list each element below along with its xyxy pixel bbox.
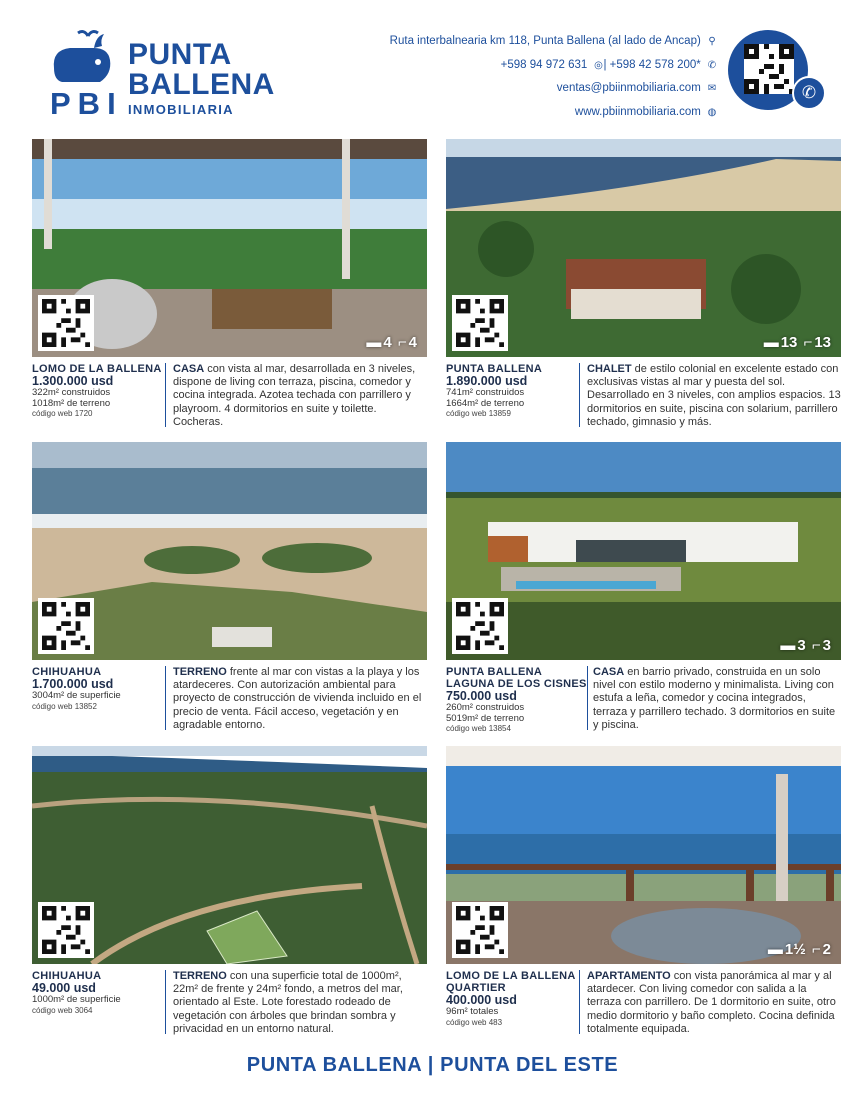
listing-description-text: con vista al mar, desarrollada en 3 niveles, dispone de living con terraza, piscina, comedor y cocina integrada. Azotea techada con parrillero y playroom. 4 dormitorios en suite y toilette. Cocheras. — [173, 363, 416, 428]
listing-area-2: 1018m² de terreno — [32, 397, 111, 409]
listing-description — [173, 666, 427, 732]
qr-code-icon — [42, 299, 90, 347]
listing-description — [593, 666, 841, 732]
listing-description-text: frente al mar con vistas a la playa y los atardeceres. Con autorización ambiental para proyecto de construcción de vivienda incluido en el precio de venta. Fácil acceso, vegetación y en agradable entorno. — [173, 666, 422, 731]
divider — [587, 666, 588, 730]
bedrooms-count: 4 — [383, 334, 392, 351]
listing-qr-code[interactable] — [452, 295, 508, 351]
page-header — [0, 0, 865, 130]
listing-location: PUNTA BALLENA — [446, 666, 543, 678]
listing-area-1: 260m² construidos — [446, 702, 525, 713]
listing-price: 1.890.000 usd — [446, 374, 528, 388]
listing-location: LOMO DE LA BALLENA — [32, 363, 162, 375]
listing-summary — [32, 666, 162, 712]
listing-qr-code[interactable] — [452, 902, 508, 958]
listing-qr-code[interactable] — [452, 598, 508, 654]
listing-code: código web 13854 — [446, 724, 511, 733]
bathrooms-count: 3 — [822, 637, 831, 654]
listing-location-2: QUARTIER — [446, 982, 506, 994]
divider — [579, 363, 580, 427]
qr-code-icon — [456, 602, 504, 650]
listing-qr-code[interactable] — [38, 902, 94, 958]
listing-code: código web 1720 — [32, 409, 93, 418]
amenities-badge — [762, 334, 831, 351]
listing-code: código web 3064 — [32, 1005, 93, 1015]
bedrooms-count: 13 — [780, 334, 798, 351]
footer-location-left: PUNTA BALLENA — [246, 1054, 422, 1076]
listing-summary — [32, 363, 162, 420]
listing-location: CHIHUAHUA — [32, 666, 102, 678]
listing-type: APARTAMENTO — [587, 970, 671, 982]
listing-photo[interactable] — [32, 139, 427, 357]
brand-subtitle: INMOBILIARIA — [128, 102, 234, 117]
bathrooms-count: 2 — [822, 941, 831, 958]
listing-summary — [32, 970, 162, 1016]
bedrooms-count: 1½ — [784, 941, 806, 958]
phone-landline[interactable]: +598 42 578 200* — [609, 58, 701, 71]
listing-location: PUNTA BALLENA — [446, 363, 543, 375]
listing-location-2: LAGUNA DE LOS CISNES — [446, 678, 587, 690]
bath-icon: ⌐ — [811, 637, 821, 654]
bed-icon: ▬ — [366, 334, 382, 351]
listing-photo[interactable] — [446, 442, 841, 660]
amenities-badge — [778, 637, 831, 654]
address-line — [390, 30, 717, 54]
bathrooms-count: 4 — [408, 334, 417, 351]
listing-description-text: de estilo colonial en excelente estado con exclusivas vistas al mar y puesta del sol. Desarrollado en 3 niveles, con amplios espacios. 13 dormitorios en suite, piscina con solarium, parrillero techado, gimnasio y más. — [587, 363, 841, 428]
page-footer — [0, 1054, 865, 1077]
divider — [165, 666, 166, 730]
qr-code-icon — [42, 602, 90, 650]
bed-icon: ▬ — [780, 637, 796, 654]
qr-code-icon — [744, 44, 794, 94]
whatsapp-icon: ◎ — [594, 59, 603, 71]
listing-code: código web 483 — [446, 1017, 503, 1027]
listing-photo[interactable] — [32, 442, 427, 660]
listing-description — [173, 970, 427, 1036]
listing-type: CHALET — [587, 363, 632, 375]
listing-description — [587, 363, 841, 429]
listing-area-2: 1664m² de terreno — [446, 397, 525, 409]
contact-block — [390, 30, 717, 124]
listing-location: LOMO DE LA BALLENA — [446, 970, 576, 982]
listing-photo[interactable] — [446, 139, 841, 357]
listing-area-1: 741m² construidos — [446, 387, 525, 398]
globe-icon: ◍ — [707, 106, 717, 118]
email-link[interactable]: ventas@pbiinmobiliaria.com — [556, 82, 701, 94]
qr-code-icon — [42, 906, 90, 954]
listing-area-1: 322m² construidos — [32, 387, 111, 398]
listing-description — [173, 363, 427, 429]
listing-description-text: con una superficie total de 1000m², 22m² de frente y 24m² fondo, a metros del mar, orientado al Este. Lote forestado rodeado de vegetación con árboles que brindan sombra y privacidad en un entorno natural. — [173, 970, 403, 1035]
listing-price: 750.000 usd — [446, 689, 517, 703]
divider — [579, 970, 580, 1034]
listing-description — [587, 970, 841, 1036]
listing-description-text: en barrio privado, construida en un solo nivel con estilo moderno y minimalista. Living con estufa a leña, comedor y cocina integrados, terraza y parrillero techado. 3 dormitorios en suite y piscina. — [593, 666, 836, 731]
listing-type: CASA — [593, 666, 625, 678]
listing-photo[interactable] — [446, 746, 841, 964]
listing-type: TERRENO — [173, 970, 227, 982]
address-text: Ruta interbalnearia km 118, Punta Ballena (al lado de Ancap) — [389, 35, 701, 47]
bath-icon: ⌐ — [811, 941, 821, 958]
whatsapp-icon: ✆ — [801, 83, 817, 102]
amenities-badge — [766, 941, 831, 958]
brand-name-line2: BALLENA — [128, 68, 275, 101]
bedrooms-count: 3 — [797, 637, 806, 654]
divider — [165, 970, 166, 1034]
listing-qr-code[interactable] — [38, 598, 94, 654]
bathrooms-count: 13 — [814, 334, 831, 351]
listing-photo[interactable] — [32, 746, 427, 964]
listing-description-text: con vista panorámica al mar y al atardecer. Con living comedor con salida a la terraza con parrillero. De 1 dormitorio en suite, otro medio dormitorio y baño completo. Cocina definida totalmente equipada. — [587, 970, 836, 1035]
bath-icon: ⌐ — [803, 334, 813, 351]
bath-icon: ⌐ — [397, 334, 407, 351]
footer-separator: | — [427, 1054, 434, 1076]
bed-icon: ▬ — [767, 941, 783, 958]
location-pin-icon: ⚲ — [708, 36, 716, 47]
phone-icon: ✆ — [707, 59, 717, 71]
email-line — [390, 77, 717, 101]
logo-letters: PBI — [50, 86, 123, 121]
listing-area-2: 5019m² de terreno — [446, 712, 525, 724]
listing-code: código web 13852 — [32, 701, 97, 711]
bed-icon: ▬ — [763, 334, 779, 351]
listing-area-1: 96m² totales — [446, 1006, 499, 1017]
qr-code-icon — [456, 906, 504, 954]
listing-area-1: 3004m² de superficie — [32, 690, 121, 701]
listing-code: código web 13859 — [446, 409, 511, 418]
amenities-badge — [364, 334, 417, 351]
whatsapp-button[interactable] — [792, 76, 826, 110]
listing-price: 1.300.000 usd — [32, 374, 114, 388]
phone-line: +598 94 972 631 ◎| +598 42 578 200* ✆ — [390, 54, 717, 78]
listing-price: 400.000 usd — [446, 993, 517, 1007]
listing-summary — [446, 970, 576, 1028]
listing-type: CASA — [173, 363, 205, 375]
listing-area-1: 1000m² de superficie — [32, 994, 121, 1005]
divider — [165, 363, 166, 427]
web-line — [390, 101, 717, 125]
footer-location-right: PUNTA DEL ESTE — [440, 1054, 619, 1076]
qr-code-icon — [456, 299, 504, 347]
listing-price: 1.700.000 usd — [32, 677, 114, 691]
phone-whatsapp[interactable]: +598 94 972 631 — [500, 58, 588, 71]
listing-qr-code[interactable] — [38, 295, 94, 351]
mail-icon: ✉ — [707, 83, 717, 94]
company-logo[interactable] — [48, 26, 298, 121]
brand-name-line1: PUNTA — [128, 38, 232, 71]
whale-icon — [48, 30, 120, 92]
listing-type: TERRENO — [173, 666, 227, 678]
listing-summary — [446, 363, 576, 420]
listing-price: 49.000 usd — [32, 981, 96, 995]
listing-summary — [446, 666, 587, 735]
listing-location: CHIHUAHUA — [32, 970, 102, 982]
website-link[interactable]: www.pbiinmobiliaria.com — [574, 105, 701, 118]
